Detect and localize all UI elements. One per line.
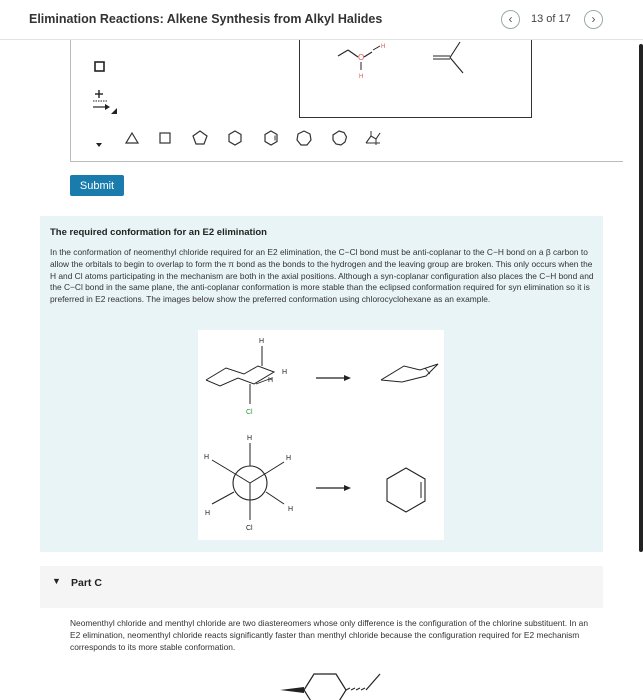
cyclopentadiene-icon[interactable] [295,129,313,147]
chair-cl-label: Cl [246,409,253,416]
info-paragraph: In the conformation of neomenthyl chloride required for an E2 elimination, the C−Cl bond must be anti-coplanar to the C−H bond on a β carbon to allow the orbitals to begin to overlap to form the π bond as the bonds to the hydrogen and the leaving group are broken. This only occurs when the H and Cl atoms participating in the mechanism are both in the axial positions. Although a syn-coplanar configuration also places the C−H bond and the C−Cl bond in the same plane, the anti-coplanar conformation is more stable than the eclipsed conformation required for syn elimination so it is preferred in E2 reactions. The images below show the preferred conformation using chlorocyclohexane as an example. [50,247,594,305]
chair-h-top: H [259,338,265,345]
drawing-editor [70,40,623,162]
page-counter: 13 of 17 [531,13,571,25]
submit-button[interactable]: Submit [70,175,124,196]
pentagon-icon[interactable] [191,129,209,147]
cycloheptane-icon[interactable] [330,129,348,147]
charge-plus-icon[interactable] [91,88,119,116]
page-title: Elimination Reactions: Alkene Synthesis from Alkyl Halides [29,12,383,26]
scrollbar[interactable] [639,44,643,552]
oxygen-label: O [358,53,365,62]
info-title: The required conformation for an E2 elimination [50,227,267,238]
newman-h-lower-left: H [205,510,211,517]
info-panel [40,216,603,552]
part-c-label: Part C [71,577,102,589]
chair-h-mid: H [268,377,274,384]
chair-icon[interactable] [363,128,383,148]
square-icon[interactable] [157,130,173,146]
canvas-molecules [300,40,533,118]
newman-cl-label: Cl [246,525,253,532]
drawing-canvas[interactable] [299,40,532,118]
menthyl-structure [280,662,390,700]
chair-conformation [206,338,287,416]
dropdown-icon[interactable] [94,140,104,150]
part-c-header[interactable] [40,566,603,608]
collapse-caret-icon[interactable]: ▼ [52,576,61,586]
part-c-description: Neomenthyl chloride and menthyl chloride are two diastereomers whose only difference is the configuration of the chlorine substituent. In an E2 elimination, neomenthyl chloride reacts significantly faster than menthyl chloride because the configuration required for E2 mechanism corresponds to its more stable conformation. [70,618,588,652]
triangle-icon[interactable] [124,130,140,146]
hexagon-icon[interactable] [226,129,244,147]
newman-projection [204,435,293,532]
newman-h-top: H [247,435,253,442]
cyclohexene-chair [381,364,438,382]
newman-h-upper-left: H [204,454,210,461]
chair-h-right: H [282,369,288,376]
hydrogen-label-top: H [381,44,386,50]
next-button[interactable]: › [584,10,603,29]
hydrogen-label-bottom: H [359,74,364,80]
header-bar [0,0,643,40]
eraser-icon[interactable] [93,60,107,74]
prev-button[interactable]: ‹ [501,10,520,29]
cyclohexene-ring [387,468,425,512]
newman-h-lower-right: H [288,506,294,513]
conformation-figure [198,330,444,540]
benzene-icon[interactable] [262,129,280,147]
newman-h-upper-right: H [286,455,292,462]
